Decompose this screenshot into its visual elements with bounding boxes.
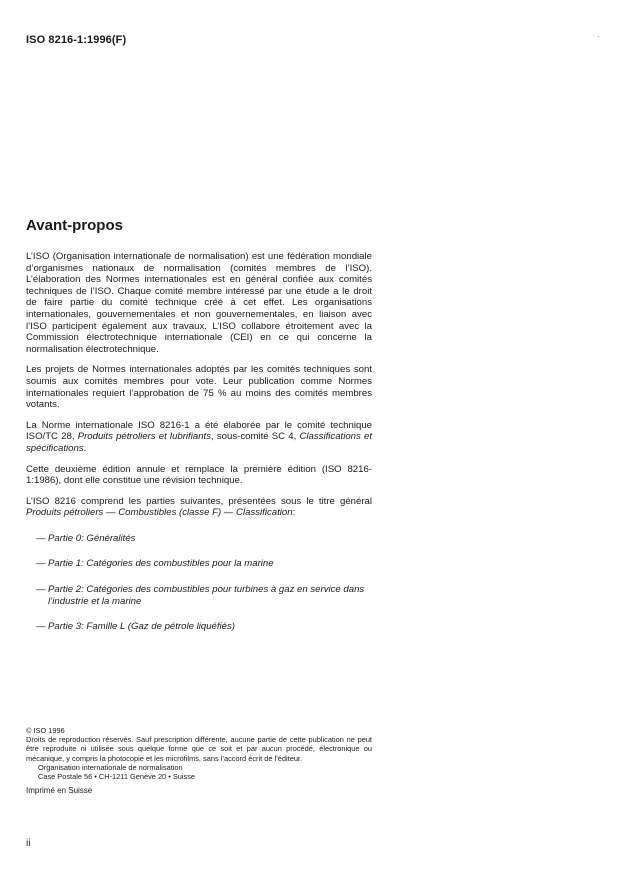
dash-bullet xyxy=(36,621,46,633)
committee-text-pre: La Norme internationale ISO 8216-1 a été élaborée par le comité technique ISO/TC 28, xyxy=(26,419,372,443)
paragraph-edition: Cette deuxième édition annule et remplace la première édition (ISO 8216-1:1986), dont elle constitue une révision technique. xyxy=(26,463,372,487)
paragraph-iso-intro: L’ISO (Organisation internationale de normalisation) est une fédération mondiale d’organismes nationaux de normalisation (comités membres de l’ISO). L’élaboration des Normes internationales est en général confiée aux comités techniques de l’ISO. Chaque comité membre intéressé par une étude a le droit de faire partie du comité technique créé à cet effet. Les organisations internationales, gouvernementales et non gouvernementales, en liaison avec l’ISO participent également aux travaux. L’ISO collabore étroitement avec la Commission électrotechnique internationale (CEI) en ce qui concerne la normalisation électrotechnique. xyxy=(26,251,372,355)
part-label: Partie 1: Catégories des combustibles pour la marine xyxy=(48,558,274,570)
section-title: Avant-propos xyxy=(26,217,123,234)
dash-bullet xyxy=(36,584,46,596)
list-item-part-1 xyxy=(26,558,372,570)
parts-intro-pre: L’ISO 8216 comprend les parties suivantes, présentées sous le titre général xyxy=(26,495,372,507)
dash-bullet xyxy=(36,533,46,545)
copyright-line: © ISO 1996 xyxy=(26,726,65,735)
committee-name: Produits pétroliers et lubrifiants xyxy=(77,431,211,443)
page-number: ii xyxy=(26,838,31,849)
list-item-part-0 xyxy=(26,533,372,545)
rights-notice: Droits de reproduction réservés. Sauf prescription différente, aucune partie de cette publication ne peut être reproduite ni utilisée sous quelque forme que ce soit et par aucun procédé, électronique ou mécanique, y compris la photocopie et les microfilms, sans l’accord écrit de l’éditeur. xyxy=(26,735,372,763)
parts-list xyxy=(26,533,372,633)
document-identifier: ISO 8216-1:1996(F) xyxy=(26,34,127,46)
copyright-block xyxy=(26,726,372,795)
organization-name: Organisation internationale de normalisation xyxy=(38,762,183,772)
list-item-part-3 xyxy=(26,621,372,633)
committee-text-post: . xyxy=(83,442,87,454)
part-label: Partie 3: Famille L (Gaz de pétrole liquéfiés) xyxy=(48,621,235,633)
paragraph-drafts: Les projets de Normes internationales adoptés par les comités techniques sont soumis aux comités membres pour vote. Leur publication comme Normes internationales requiert l’approbation de 75 % au moins des comités membres votants. xyxy=(26,364,372,411)
paragraph-committee xyxy=(26,420,372,455)
printed-in: Imprimé en Suisse xyxy=(26,786,93,796)
committee-text-mid: , sous-comité SC 4, xyxy=(211,431,300,443)
subcommittee-name: Classifications et spécifications xyxy=(26,431,372,454)
corner-mark: · xyxy=(597,32,600,41)
foreword-body xyxy=(26,251,372,647)
paragraph-parts-intro xyxy=(26,496,372,519)
part-label: Partie 2: Catégories des combustibles pour turbines à gaz en service dans l’industrie et la marine xyxy=(48,584,365,607)
part-label: Partie 0: Généralités xyxy=(48,532,136,544)
parts-intro-post: : xyxy=(292,507,296,519)
postal-address: Case Postale 56 • CH-1211 Genève 20 • Suisse xyxy=(38,772,196,782)
general-title: Produits pétroliers — Combustibles (classe F) — Classification xyxy=(26,507,293,519)
list-item-part-2 xyxy=(26,584,372,607)
dash-bullet xyxy=(36,558,46,570)
